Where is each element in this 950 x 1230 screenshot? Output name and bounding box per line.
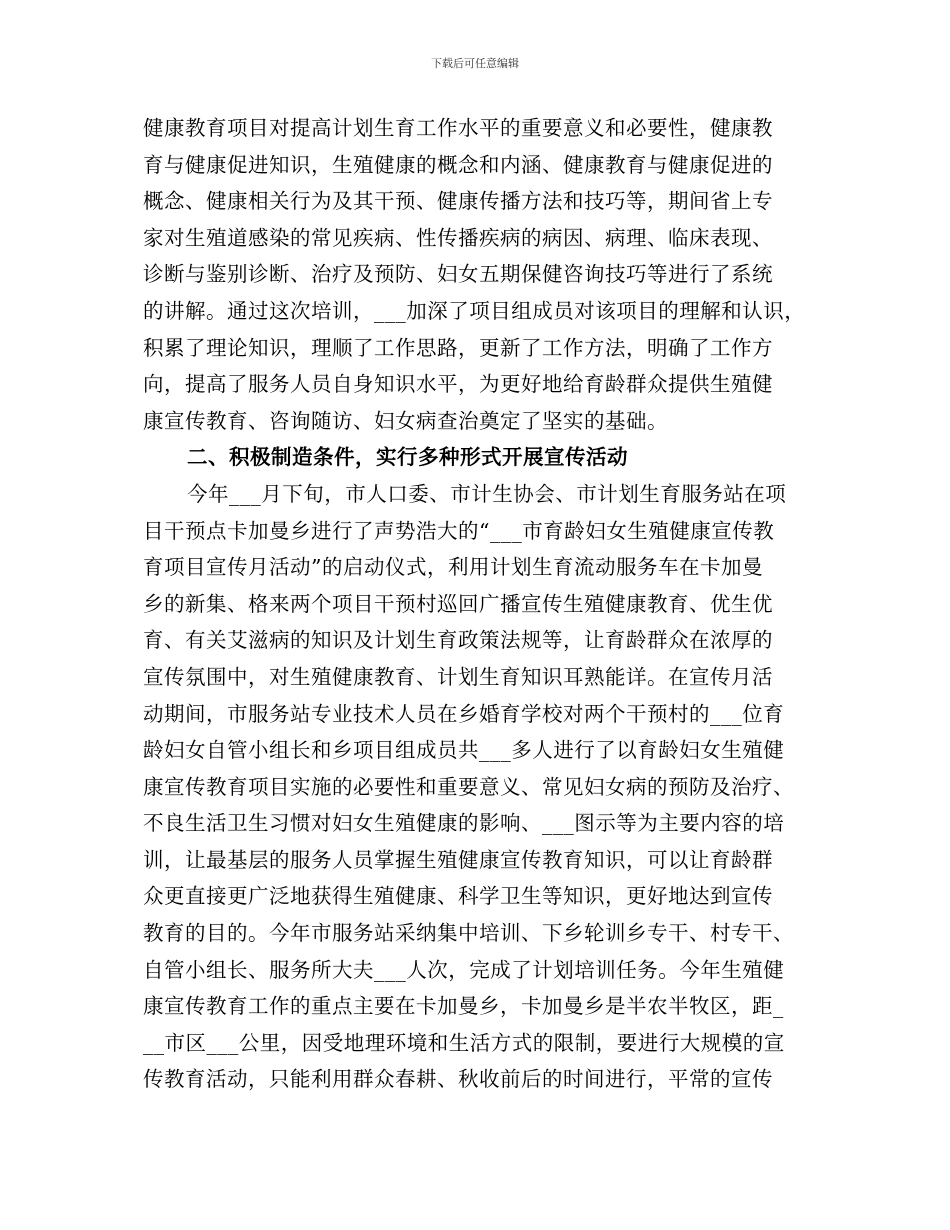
text-line: 宣传氛围中，对生殖健康教育、计划生育知识耳熟能详。在宣传月活 bbox=[143, 664, 773, 689]
text-line: 训，让最基层的服务人员掌握生殖健康宣传教育知识，可以让育龄群 bbox=[143, 847, 773, 872]
section-heading bbox=[143, 439, 819, 476]
paragraph-2 bbox=[143, 476, 819, 1098]
text-line: 众更直接更广泛地获得生殖健康、科学卫生等知识，更好地达到宣传 bbox=[143, 884, 773, 909]
text-line: 教育的目的。今年市服务站采纳集中培训、下乡轮训乡专干、村专干、 bbox=[143, 921, 794, 946]
text-line: 自管小组长、服务所大夫___人次，完成了计划培训任务。今年生殖健 bbox=[143, 957, 785, 982]
text-line: 今年___月下旬，市人口委、市计生协会、市计划生育服务站在项 bbox=[187, 481, 787, 506]
text-line: 健康教育项目对提高计划生育工作水平的重要意义和必要性，健康教 bbox=[143, 116, 773, 140]
text-line: 概念、健康相关行为及其干预、健康传播方法和技巧等，期间省上专 bbox=[143, 189, 773, 214]
text-line: 动期间，市服务站专业技术人员在乡婚育学校对两个干预村的___位育 bbox=[143, 701, 785, 726]
text-line: 积累了理论知识，理顺了工作思路，更新了工作方法，明确了工作方 bbox=[143, 335, 773, 360]
text-line: 目干预点卡加曼乡进行了声势浩大的“___市育龄妇女生殖健康宣传教 bbox=[143, 518, 775, 543]
heading-line: 二、积极制造条件，实行多种形式开展宣传活动 bbox=[187, 445, 628, 470]
text-line: 育、有关艾滋病的知识及计划生育政策法规等，让育龄群众在浓厚的 bbox=[143, 628, 773, 653]
text-line: 康宣传教育、咨询随访、妇女病查治奠定了坚实的基础。 bbox=[143, 408, 668, 433]
text-line: 不良生活卫生习惯对妇女生殖健康的影响、___图示等为主要内容的培 bbox=[143, 811, 785, 836]
page-header: 下载后可任意编辑 bbox=[431, 57, 519, 70]
text-line: 诊断与鉴别诊断、治疗及预防、妇女五期保健咨询技巧等进行了系统 bbox=[143, 262, 773, 287]
text-line: 传教育活动，只能利用群众春耕、秋收前后的时间进行，平常的宣传 bbox=[143, 1067, 773, 1092]
text-line: 乡的新集、格来两个项目干预村巡回广播宣传生殖健康教育、优生优 bbox=[143, 591, 773, 616]
text-line: 育项目宣传月活动”的启动仪式，利用计划生育流动服务车在卡加曼 bbox=[143, 555, 763, 580]
text-line: 向，提高了服务人员自身知识水平，为更好地给育龄群众提供生殖健 bbox=[143, 372, 773, 397]
text-line: 的讲解。通过这次培训，___加深了项目组成员对该项目的理解和认识， bbox=[143, 298, 806, 323]
text-line: 家对生殖道感染的常见疾病、性传播疾病的病因、病理、临床表现、 bbox=[143, 225, 773, 250]
text-line: 龄妇女自管小组长和乡项目组成员共___多人进行了以育龄妇女生殖健 bbox=[143, 738, 785, 763]
paragraph-1 bbox=[143, 110, 819, 439]
text-line: 康宣传教育工作的重点主要在卡加曼乡，卡加曼乡是半农半牧区，距_ bbox=[143, 994, 784, 1019]
text-line: 育与健康促进知识，生殖健康的概念和内涵、健康教育与健康促进的 bbox=[143, 152, 773, 177]
text-line: 康宣传教育项目实施的必要性和重要意义、常见妇女病的预防及治疗、 bbox=[143, 774, 794, 799]
text-line: __市区___公里，因受地理环境和生活方式的限制，要进行大规模的宣 bbox=[143, 1030, 785, 1055]
document-body bbox=[143, 110, 819, 1098]
